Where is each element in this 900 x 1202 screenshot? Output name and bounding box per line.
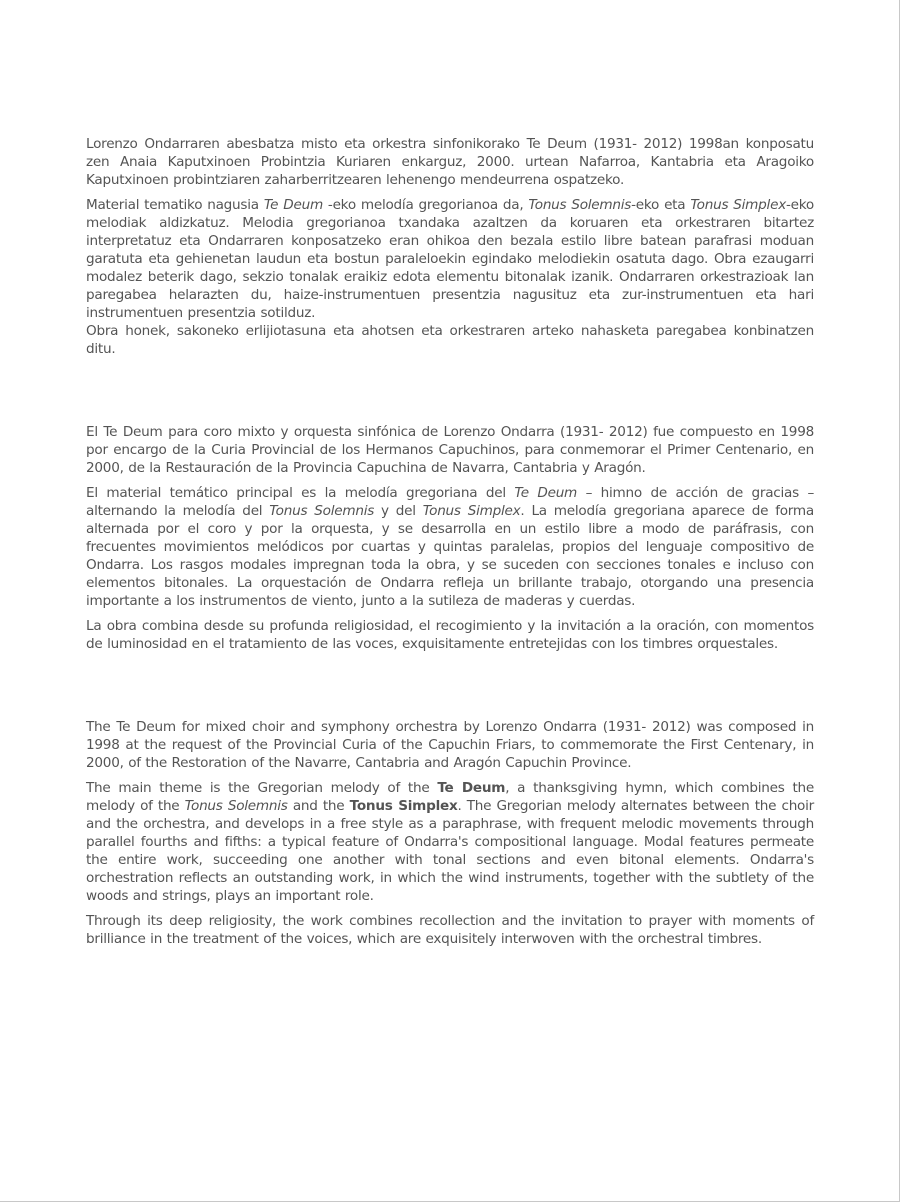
spanish-p2-title-te-deum: Te Deum (514, 485, 578, 501)
basque-p2-text-g: -eko melodiak aldizkatuz. Melodia gregorianoa txandaka azaltzen da koruaren eta orkestraren bitartez interpretatuz eta Ondarraren konposatzeko eran ohikoa den bezala estilo libre batean parafrasi moduan garatuta eta gehienetan laudun eta bostun paraleloekin egindako melodiekin osatuta dago. Obra ezaugarri modalez beterik dago, sekzio tonalak eraikiz edota elementu bitonalak izanik. Ondarraren orkestrazioak lan paregabea helarazten du, haize-instrumentuen presentzia nagusituz eta zur-instrumentuen eta hari instrumentuen presentzia sotilduz. (86, 197, 814, 321)
basque-paragraph-1: Lorenzo Ondarraren abesbatza misto eta orkestra sinfonikorako Te Deum (1931- 2012) 1998an konposatu zen Anaia Kaputxinoen Probintzia Kuriaren enkarguz, 2000. urtean Nafarroa, Kantabria eta Aragoiko Kaputxinoen probintziaren zaharberritzearen lehenengo mendeurrena ospatzeko. (86, 136, 814, 188)
spanish-p2-title-tonus-simplex: Tonus Simplex (422, 503, 521, 519)
basque-paragraph-3: Obra honek, sakoneko erlijiotasuna eta ahotsen eta orkestraren arteko nahasketa paregabea konbinatzen ditu. (86, 323, 814, 357)
english-p2-text-c: , a thanksgiving hymn, which combines the melody of the (86, 780, 815, 814)
spanish-p2-text-a: El material temático principal es la melodía gregoriana del (86, 485, 515, 501)
english-section (86, 718, 814, 948)
spanish-paragraph-3: La obra combina desde su profunda religiosidad, el recogimiento y la invitación a la oración, con momentos de luminosidad en el tratamiento de las voces, exquisitamente entretejidas con los timbres orquestales. (86, 618, 814, 652)
basque-p2-text-c: -eko melodía gregorianoa da, (322, 197, 529, 213)
english-paragraph-3: Through its deep religiosity, the work combines recollection and the invitation to prayer with moments of brilliance in the treatment of the voices, which are exquisitely interwoven with the orchestral timbres. (86, 913, 814, 947)
basque-section (86, 135, 814, 358)
english-p2-text-g: . The Gregorian melody alternates between the choir and the orchestra, and develops in a free style as a paraphrase, with frequent melodic movements through parallel fourths and fifths: a typical feature of Ondarra's compositional language. Modal features permeate the entire work, succeeding one another with tonal sections and even bitonal elements. Ondarra's orchestration reflects an outstanding work, in which the wind instruments, together with the subtlety of the woods and strings, plays an important role. (86, 798, 814, 904)
spanish-p2-text-e: y del (374, 503, 423, 519)
spanish-paragraph-2 (86, 484, 814, 610)
basque-paragraph-2 (86, 196, 814, 322)
english-p2-title-te-deum: Te Deum (437, 780, 506, 796)
english-paragraph-1: The Te Deum for mixed choir and symphony orchestra by Lorenzo Ondarra (1931- 2012) was composed in 1998 at the request of the Provincial Curia of the Capuchin Friars, to commemorate the First Centenary, in 2000, of the Restoration of the Navarre, Cantabria and Aragón Capuchin Province. (86, 719, 814, 771)
basque-p2-title-te-deum: Te Deum (263, 197, 323, 213)
english-p2-text-a: The main theme is the Gregorian melody of the (86, 780, 438, 796)
english-paragraph-2 (86, 779, 814, 905)
spanish-p2-text-g: . La melodía gregoriana aparece de forma alternada por el coro y por la orquesta, y se desarrolla en un estilo libre a modo de paráfrasis, con frecuentes movimientos melódicos por cuartas y quintas paralelas, propios del lenguaje compositivo de Ondarra. Los rasgos modales impregnan toda la obra, y se suceden con secciones tonales e incluso con elementos bitonales. La orquestación de Ondarra refleja un brillante trabajo, otorgando una presencia importante a los instrumentos de viento, junto a la sutileza de maderas y cuerdas. (86, 503, 814, 609)
basque-p2-text-a: Material tematiko nagusia (86, 197, 264, 213)
basque-p2-title-tonus-solemnis: Tonus Solemnis (528, 197, 632, 213)
spanish-section (86, 423, 814, 653)
spanish-p2-title-tonus-solemnis: Tonus Solemnis (269, 503, 375, 519)
document-content (86, 135, 814, 955)
english-p2-title-tonus-simplex: Tonus Simplex (349, 798, 458, 814)
spanish-paragraph-1: El Te Deum para coro mixto y orquesta sinfónica de Lorenzo Ondarra (1931- 2012) fue compuesto en 1998 por encargo de la Curia Provincial de los Hermanos Capuchinos, para conmemorar el Primer Centenario, en 2000, de la Restauración de la Provincia Capuchina de Navarra, Cantabria y Aragón. (86, 424, 814, 476)
basque-p2-text-e: -eko eta (631, 197, 691, 213)
basque-p2-title-tonus-simplex: Tonus Simplex (690, 197, 786, 213)
spanish-p2-text-c: – himno de acción de gracias – alternando la melodía del (86, 485, 814, 519)
english-p2-title-tonus-solemnis: Tonus Solemnis (184, 798, 288, 814)
english-p2-text-e: and the (287, 798, 350, 814)
